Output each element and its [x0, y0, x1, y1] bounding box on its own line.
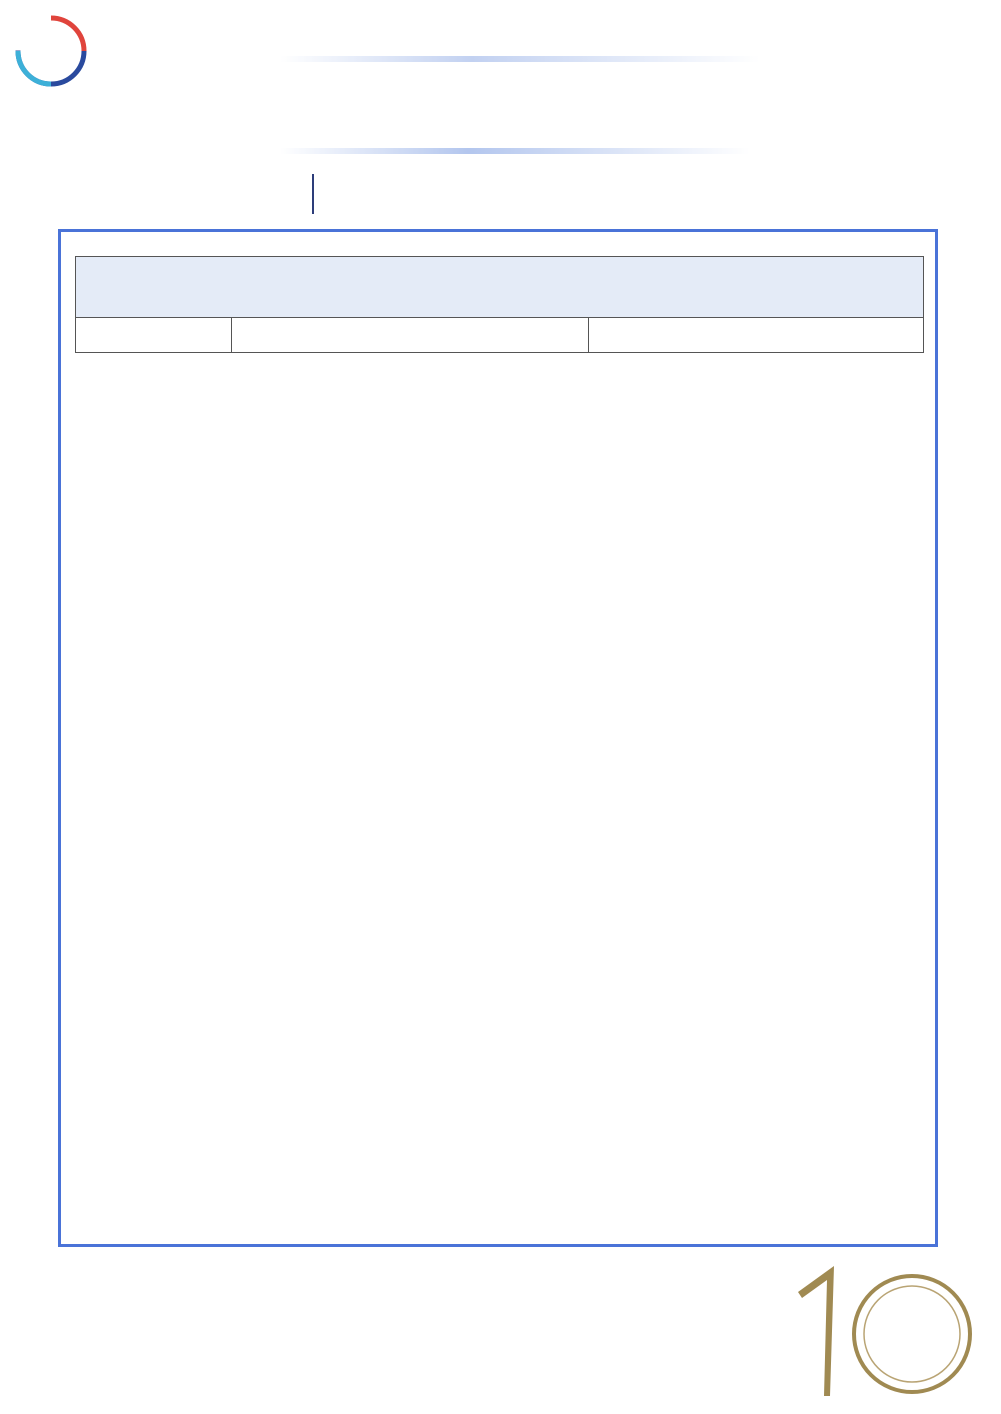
company-logo: [14, 12, 334, 97]
vertical-divider: [312, 174, 314, 214]
anniversary-ring-inner: [864, 1286, 960, 1382]
title-band-top: [280, 56, 760, 62]
col-header-topic: [589, 318, 924, 353]
col-header-time: [76, 318, 232, 353]
page-title: [318, 70, 718, 148]
anniversary-ring-outer: [854, 1276, 970, 1392]
info-cell: [76, 257, 924, 318]
anniversary-one-shape: [798, 1266, 834, 1396]
col-header-speaker: [232, 318, 589, 353]
jh-logo-mark: [14, 14, 88, 88]
schedule-table: [75, 256, 924, 353]
anniversary-badge: [790, 1258, 995, 1398]
title-band-bottom: [280, 148, 750, 154]
page-subtitle: [456, 172, 576, 216]
column-header-row: [76, 318, 924, 353]
schedule-frame: [58, 229, 938, 1247]
info-row: [76, 257, 924, 318]
